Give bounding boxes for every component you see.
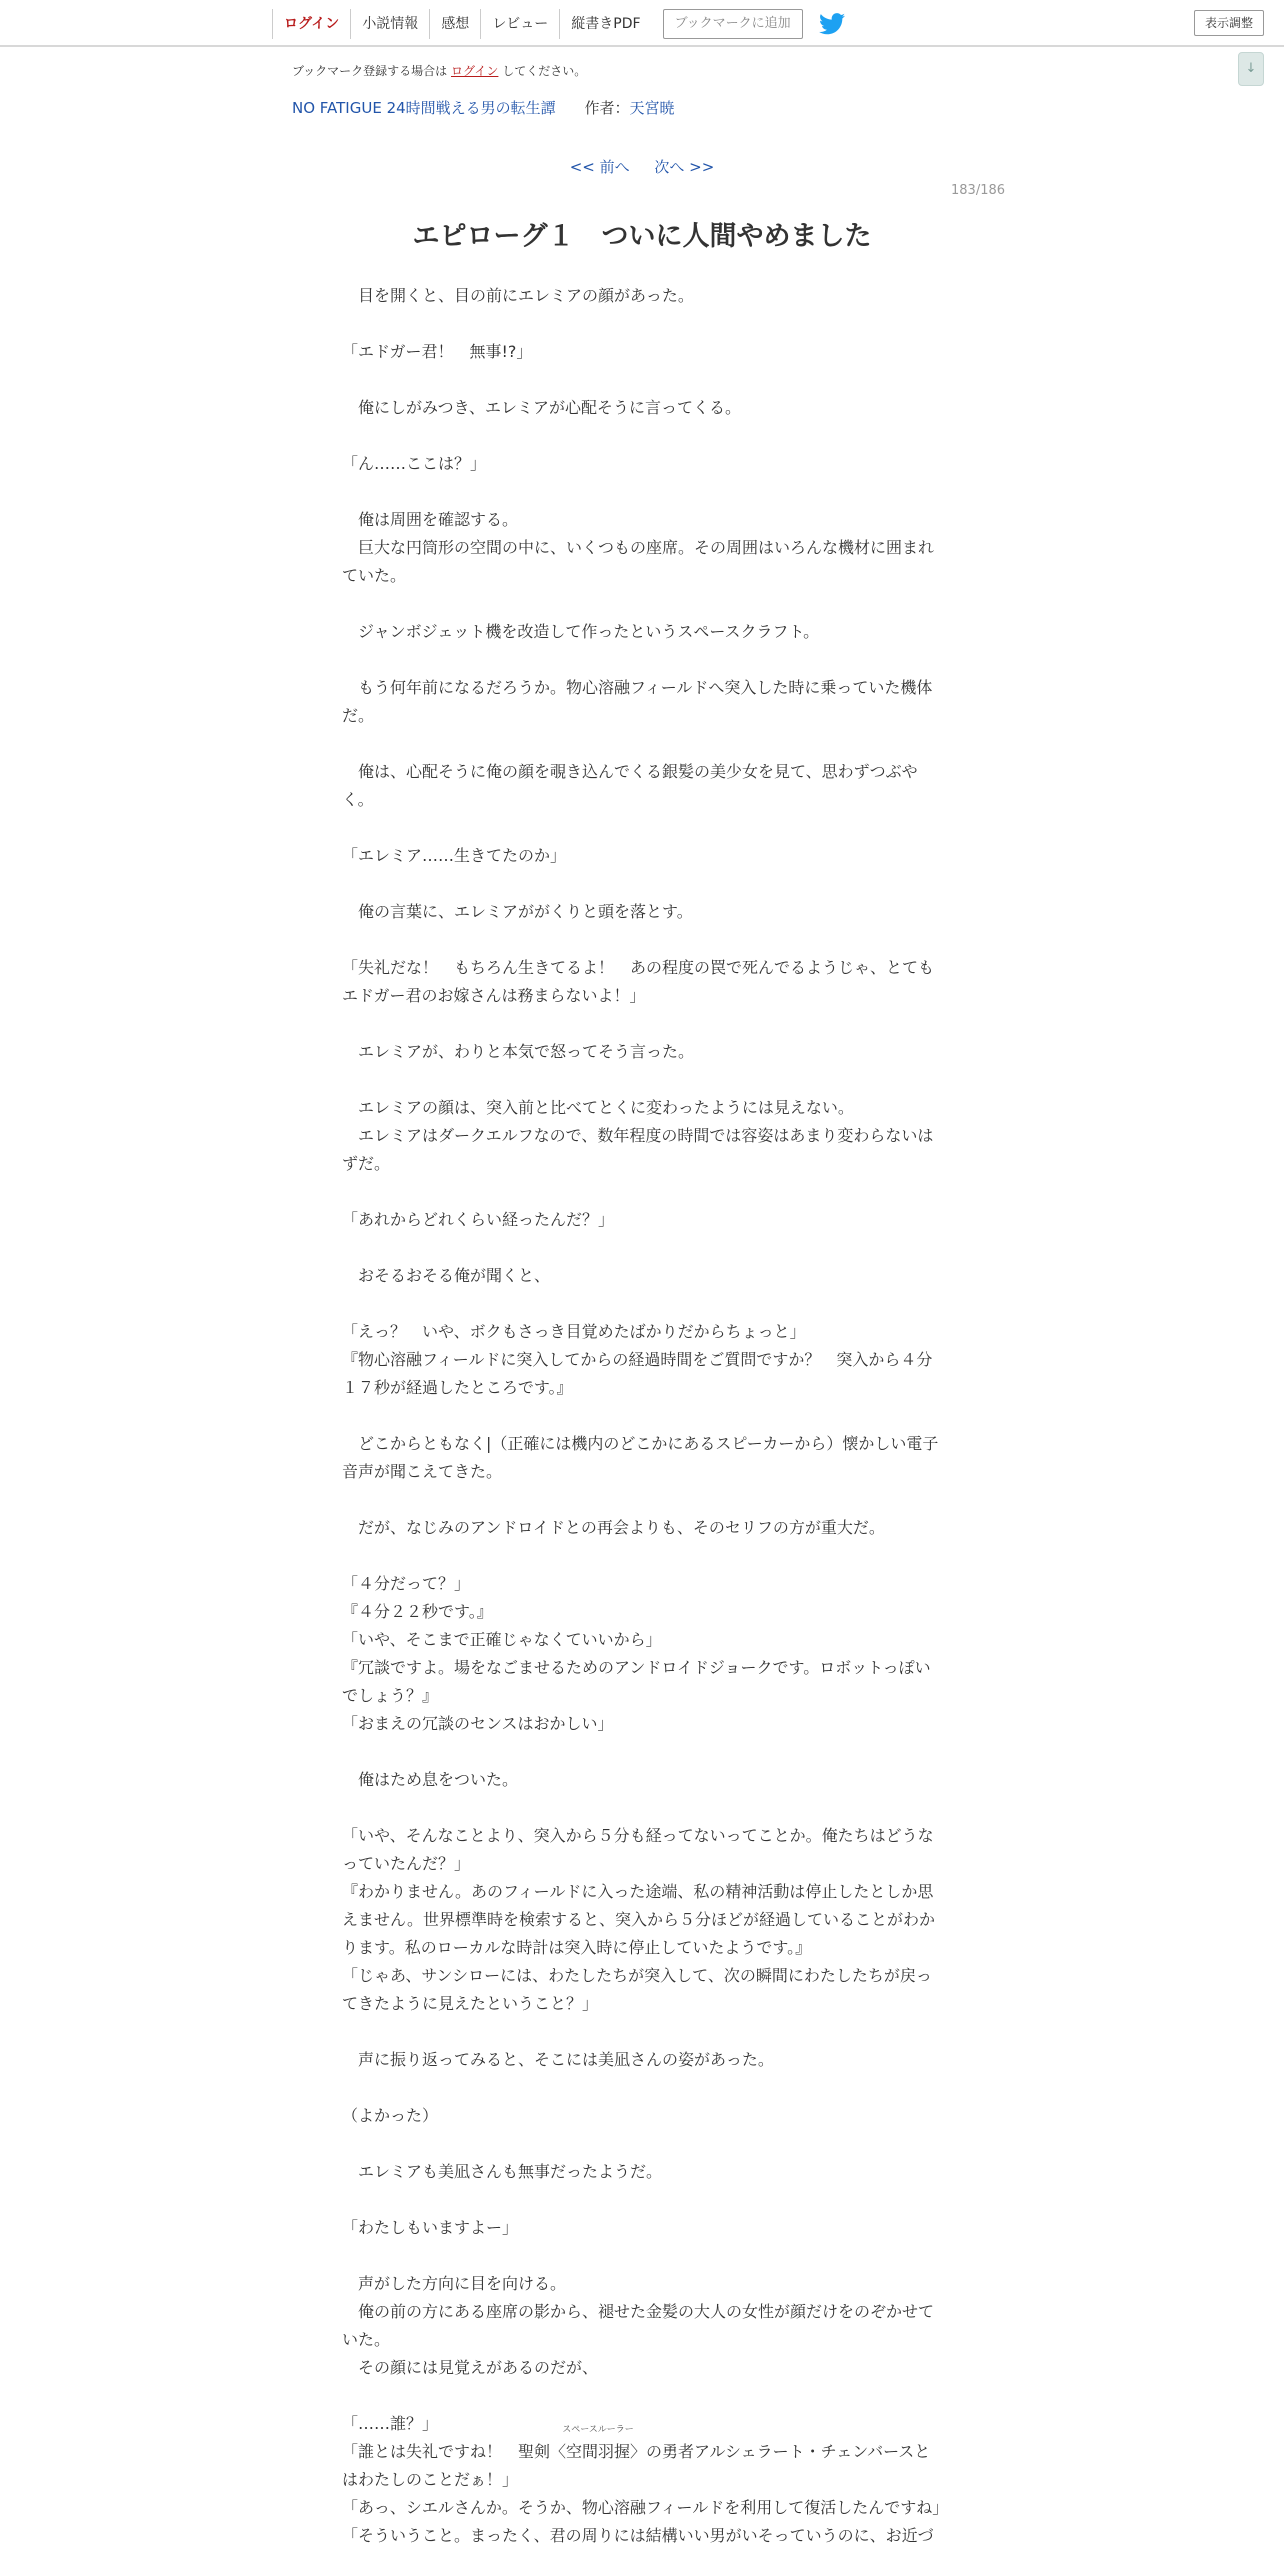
body-paragraph: 声に振り返ってみると、そこには美凪さんの姿があった。 xyxy=(342,2050,774,2069)
chapter-pager xyxy=(0,156,1284,177)
body-paragraph: 俺の前の方にある座席の影から、褪せた金髪の大人の女性が顔だけをのぞかせていた。 xyxy=(342,2302,935,2349)
add-bookmark-button[interactable]: ブックマークに追加 xyxy=(663,9,803,39)
body-paragraph xyxy=(342,1794,942,1822)
chapter-count: 183/186 xyxy=(951,183,1006,198)
body-paragraph xyxy=(342,2074,942,2102)
ruby-base: 空間羽握 xyxy=(566,2442,631,2461)
body-paragraph: 俺は、心配そうに俺の顔を覗き込んでくる銀髪の美少女を見て、思わずつぶやく。 xyxy=(342,762,918,809)
display-settings-button[interactable]: 表示調整 xyxy=(1194,10,1264,36)
chapter-title: エピローグ１ ついに人間やめました xyxy=(412,221,872,252)
body-paragraph: もう何年前になるだろうか。物心溶融フィールドへ突入した時に乗っていた機体だ。 xyxy=(342,678,933,725)
body-paragraph xyxy=(342,1486,942,1514)
body-paragraph: どこからともなく|（正確には機内のどこかにあるスピーカーから）懐かしい電子音声が聞こえてきた。 xyxy=(342,1434,939,1481)
body-paragraph: 「あれからどれくらい経ったんだ？」 xyxy=(342,1210,615,1229)
body-paragraph: 「失礼だな！ もちろん生きてるよ！ あの程度の罠で死んでるようじゃ、とてもエドガー君のお嫁さんは務まらないよ！」 xyxy=(342,958,935,1005)
body-paragraph: 「エレミア……生きてたのか」 xyxy=(342,846,567,865)
body-paragraph xyxy=(342,366,942,394)
body-paragraph: エレミアの顔は、突入前と比べてとくに変わったようには見えない。 xyxy=(342,1098,854,1117)
body-paragraph: 「わたしもいますよー」 xyxy=(342,2218,519,2237)
novel-title-link[interactable]: NO FATIGUE 24時間戦える男の転生譚 xyxy=(292,99,556,117)
prev-chapter-link[interactable]: << 前へ xyxy=(569,158,630,176)
body-paragraph: エレミアはダークエルフなので、数年程度の時間では容姿はあまり変わらないはずだ。 xyxy=(342,1126,934,1173)
body-paragraphs xyxy=(342,282,942,2438)
nav-vertical-pdf-link[interactable]: 縦書きPDF xyxy=(559,9,651,39)
ruby-line-after: 〉の勇者アルシェラート・チェンバースとはわたしのことだぁ！」 xyxy=(342,2442,931,2489)
body-paragraph: 『４分２２秒です。』 xyxy=(342,1602,493,1621)
body-paragraph xyxy=(342,1178,942,1206)
nav-impressions-link[interactable]: 感想 xyxy=(429,9,480,39)
bookmark-login-note xyxy=(292,62,586,79)
novel-body-text xyxy=(342,282,949,2550)
body-paragraph xyxy=(342,1402,942,1430)
top-navigation-bar xyxy=(0,0,1284,47)
body-paragraph: 「４分だって？」 xyxy=(342,1574,471,1593)
body-paragraph xyxy=(342,730,942,758)
body-paragraph: 『冗談ですよ。場をなごませるためのアンドロイドジョークです。ロボットっぽいでしょう？』 xyxy=(342,1658,931,1705)
bookmark-note-after: してください。 xyxy=(502,64,587,78)
twitter-bird-icon[interactable] xyxy=(819,13,845,35)
body-paragraph: 「おまえの冗談のセンスはおかしい」 xyxy=(342,1714,614,1733)
body-paragraph: エレミアも美凪さんも無事だったようだ。 xyxy=(342,2162,663,2181)
next-chapter-link[interactable]: 次へ >> xyxy=(654,158,715,176)
nav-login-link[interactable]: ログイン xyxy=(272,9,350,39)
nav-menu xyxy=(272,9,845,39)
body-paragraph: エレミアが、わりと本気で怒ってそう言った。 xyxy=(342,1042,695,1061)
body-paragraph xyxy=(342,646,942,674)
body-paragraph: 「じゃあ、サンシローには、わたしたちが突入して、次の瞬間にわたしたちが戻ってきたように見えたということ？」 xyxy=(342,1966,932,2013)
nav-novel-info-link[interactable]: 小説情報 xyxy=(350,9,429,39)
scroll-down-tab[interactable]: ↓ xyxy=(1238,52,1264,86)
body-paragraph xyxy=(342,2242,942,2270)
body-paragraph: 俺にしがみつき、エレミアが心配そうに言ってくる。 xyxy=(342,398,742,417)
body-paragraph: 「いや、そこまで正確じゃなくていいから」 xyxy=(342,1630,662,1649)
body-paragraph xyxy=(342,1010,942,1038)
body-paragraph: 俺はため息をついた。 xyxy=(342,1770,519,1789)
author-name-link[interactable]: 天宮暁 xyxy=(629,99,675,117)
body-paragraph xyxy=(342,590,942,618)
body-paragraph: 「えっ？ いや、ボクもさっき目覚めたばかりだからちょっと」 xyxy=(342,1322,806,1341)
body-paragraph xyxy=(342,1542,942,1570)
body-paragraph xyxy=(342,1738,942,1766)
body-paragraph: 「エドガー君！ 無事!?」 xyxy=(342,342,533,361)
body-paragraph xyxy=(342,1234,942,1262)
body-paragraph: 『わかりません。あのフィールドに入った途端、私の精神活動は停止したとしか思えません。世界標準時を検索すると、突入から５分ほどが経過していることがわかります。私のローカルな時計は突入時に停止していたようです。』 xyxy=(342,1882,935,1957)
body-paragraph: 声がした方向に目を向ける。 xyxy=(342,2274,567,2293)
body-tail-paragraphs xyxy=(342,2494,949,2550)
body-paragraph: 「あっ、シエルさんか。そうか、物心溶融フィールドを利用して復活したんですね」 xyxy=(342,2498,949,2517)
body-paragraph xyxy=(342,926,942,954)
body-paragraph: 「……誰？」 xyxy=(342,2414,439,2433)
body-paragraph: ジャンボジェット機を改造して作ったというスペースクラフト。 xyxy=(342,622,820,641)
bookmark-note-before: ブックマーク登録する場合は xyxy=(292,64,448,78)
body-paragraph: だが、なじみのアンドロイドとの再会よりも、そのセリフの方が重大だ。 xyxy=(342,1518,885,1537)
novel-header xyxy=(292,97,674,118)
bookmark-note-login-link[interactable]: ログイン xyxy=(451,64,499,78)
body-paragraph xyxy=(342,2018,942,2046)
body-paragraph: 「そういうこと。まったく、君の周りには結構いい男がいそっていうのに、お近づ xyxy=(342,2526,934,2545)
body-paragraph: おそるおそる俺が聞くと、 xyxy=(342,1266,551,1285)
body-paragraph xyxy=(342,1290,942,1318)
body-paragraph xyxy=(342,814,942,842)
body-paragraph: 目を開くと、目の前にエレミアの顔があった。 xyxy=(342,286,694,305)
body-paragraph xyxy=(342,422,942,450)
body-paragraph xyxy=(342,1066,942,1094)
body-paragraph: 俺の言葉に、エレミアががくりと頭を落とす。 xyxy=(342,902,693,921)
body-paragraph: 巨大な円筒形の空間の中に、いくつもの座席。その周囲はいろんな機材に囲まれていた。 xyxy=(342,538,935,585)
body-paragraph: 「いや、そんなことより、突入から５分も経ってないってことか。俺たちはどうなっていたんだ？」 xyxy=(342,1826,934,1873)
ruby-term xyxy=(562,2425,634,2466)
body-paragraph xyxy=(342,310,942,338)
body-paragraph xyxy=(342,2130,942,2158)
body-paragraph: その顔には見覚えがあるのだが、 xyxy=(342,2358,599,2377)
body-paragraph xyxy=(342,2382,942,2410)
ruby-reading: スペースルーラー xyxy=(562,2425,634,2435)
body-paragraph: 『物心溶融フィールドに突入してからの経過時間をご質問ですか？ 突入から４分１７秒が経過したところです。』 xyxy=(342,1350,933,1397)
body-paragraph: 俺は周囲を確認する。 xyxy=(342,510,519,529)
body-paragraph: 「ん……ここは？」 xyxy=(342,454,487,473)
author-label: 作者： xyxy=(584,99,630,117)
body-paragraph: （よかった） xyxy=(342,2106,439,2125)
body-paragraph xyxy=(342,870,942,898)
body-paragraph xyxy=(342,478,942,506)
body-paragraph-ruby xyxy=(342,2425,942,2494)
nav-review-link[interactable]: レビュー xyxy=(480,9,559,39)
ruby-line-before: 「誰とは失礼ですね！ 聖剣〈 xyxy=(342,2442,567,2461)
body-paragraph xyxy=(342,2186,942,2214)
